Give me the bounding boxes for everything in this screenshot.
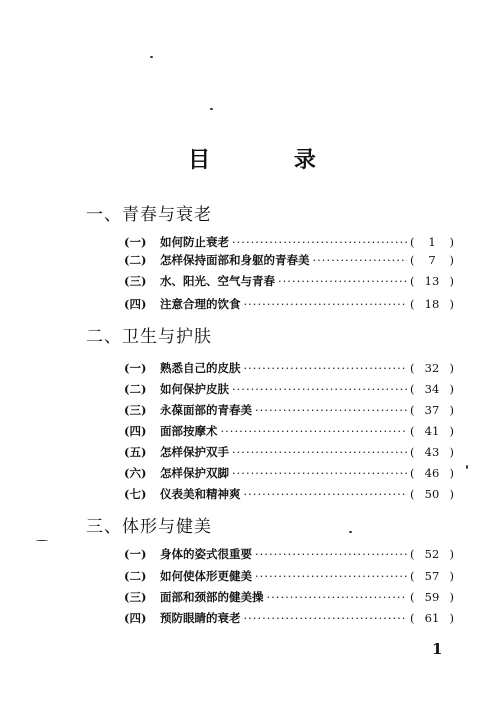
entry-page: ( 52 ): [410, 547, 454, 561]
scan-speck: [36, 540, 48, 541]
entry-title: 面部和颈部的健美操: [160, 590, 264, 604]
toc-entry: [124, 252, 454, 268]
scan-speck: [150, 56, 153, 58]
entry-title: 如何使体形更健美: [160, 569, 252, 583]
entry-page: ( 57 ): [410, 569, 454, 583]
dot-leader: [232, 235, 407, 249]
toc-entry: [124, 381, 454, 397]
entry-title: 仪表美和精神爽: [160, 487, 241, 501]
entry-page: ( 50 ): [410, 487, 454, 501]
entry-number: (三): [124, 274, 147, 288]
dot-leader: [278, 274, 407, 288]
dot-leader: [244, 611, 408, 625]
toc-entry: [124, 402, 454, 418]
entry-title: 如何保护皮肤: [160, 382, 229, 396]
entry-title: 永葆面部的青春美: [160, 403, 252, 417]
entry-title: 注意合理的饮食: [160, 297, 241, 311]
entry-number: (一): [124, 235, 147, 249]
dot-leader: [267, 590, 408, 604]
toc-entry: [124, 444, 454, 460]
entry-number: (七): [124, 487, 147, 501]
dot-leader: [232, 382, 407, 396]
scan-speck: [466, 465, 468, 469]
entry-number: (六): [124, 466, 147, 480]
dot-leader: [244, 487, 408, 501]
toc-entry: [124, 546, 454, 562]
entry-number: (一): [124, 547, 147, 561]
entry-page: ( 41 ): [410, 424, 454, 438]
entry-page: ( 46 ): [410, 466, 454, 480]
entry-number: (二): [124, 569, 147, 583]
toc-entry: [124, 360, 454, 376]
toc-entry: [124, 273, 454, 289]
entry-number: (四): [124, 297, 147, 311]
dot-leader: [244, 297, 408, 311]
entry-page: ( 37 ): [410, 403, 454, 417]
entry-title: 如何防止衰老: [160, 235, 229, 249]
entry-number: (二): [124, 382, 147, 396]
entry-title: 面部按摩术: [160, 424, 218, 438]
scan-speck: [349, 531, 352, 533]
scan-speck: [210, 108, 213, 110]
entry-page: ( 61 ): [410, 611, 454, 625]
entry-title: 熟悉自己的皮肤: [160, 361, 241, 375]
dot-leader: [244, 361, 408, 375]
dot-leader: [221, 424, 408, 438]
dot-leader: [232, 466, 407, 480]
section-heading: 一、青春与衰老: [86, 205, 212, 225]
entry-number: (二): [124, 253, 147, 267]
toc-entry: [124, 486, 454, 502]
toc-entry: [124, 465, 454, 481]
dot-leader: [313, 253, 408, 267]
dot-leader: [255, 403, 407, 417]
entry-title: 怎样保持面部和身躯的青春美: [160, 253, 310, 267]
entry-page: ( 32 ): [410, 361, 454, 375]
entry-page: ( 7 ): [410, 253, 454, 267]
entry-page: ( 59 ): [410, 590, 454, 604]
toc-entry: [124, 234, 454, 250]
entry-number: (四): [124, 424, 147, 438]
dot-leader: [255, 569, 407, 583]
toc-entry: [124, 610, 454, 626]
entry-page: ( 1 ): [410, 235, 454, 249]
entry-title: 怎样保护双脚: [160, 466, 229, 480]
page-number: 1: [432, 640, 443, 658]
entry-number: (三): [124, 403, 147, 417]
entry-title: 预防眼睛的衰老: [160, 611, 241, 625]
entry-page: ( 18 ): [410, 297, 454, 311]
entry-page: ( 13 ): [410, 274, 454, 288]
section-heading: 二、卫生与护肤: [86, 327, 212, 347]
page-title: 目 录: [188, 147, 354, 173]
toc-entry: [124, 589, 454, 605]
entry-number: (四): [124, 611, 147, 625]
entry-title: 怎样保护双手: [160, 445, 229, 459]
entry-title: 水、阳光、空气与青春: [160, 274, 275, 288]
toc-entry: [124, 296, 454, 312]
entry-page: ( 43 ): [410, 445, 454, 459]
entry-page: ( 34 ): [410, 382, 454, 396]
entry-number: (一): [124, 361, 147, 375]
toc-entry: [124, 568, 454, 584]
section-heading: 三、体形与健美: [86, 517, 212, 537]
dot-leader: [255, 547, 407, 561]
entry-number: (五): [124, 445, 147, 459]
dot-leader: [232, 445, 407, 459]
toc-entry: [124, 423, 454, 439]
entry-title: 身体的姿式很重要: [160, 547, 252, 561]
entry-number: (三): [124, 590, 147, 604]
